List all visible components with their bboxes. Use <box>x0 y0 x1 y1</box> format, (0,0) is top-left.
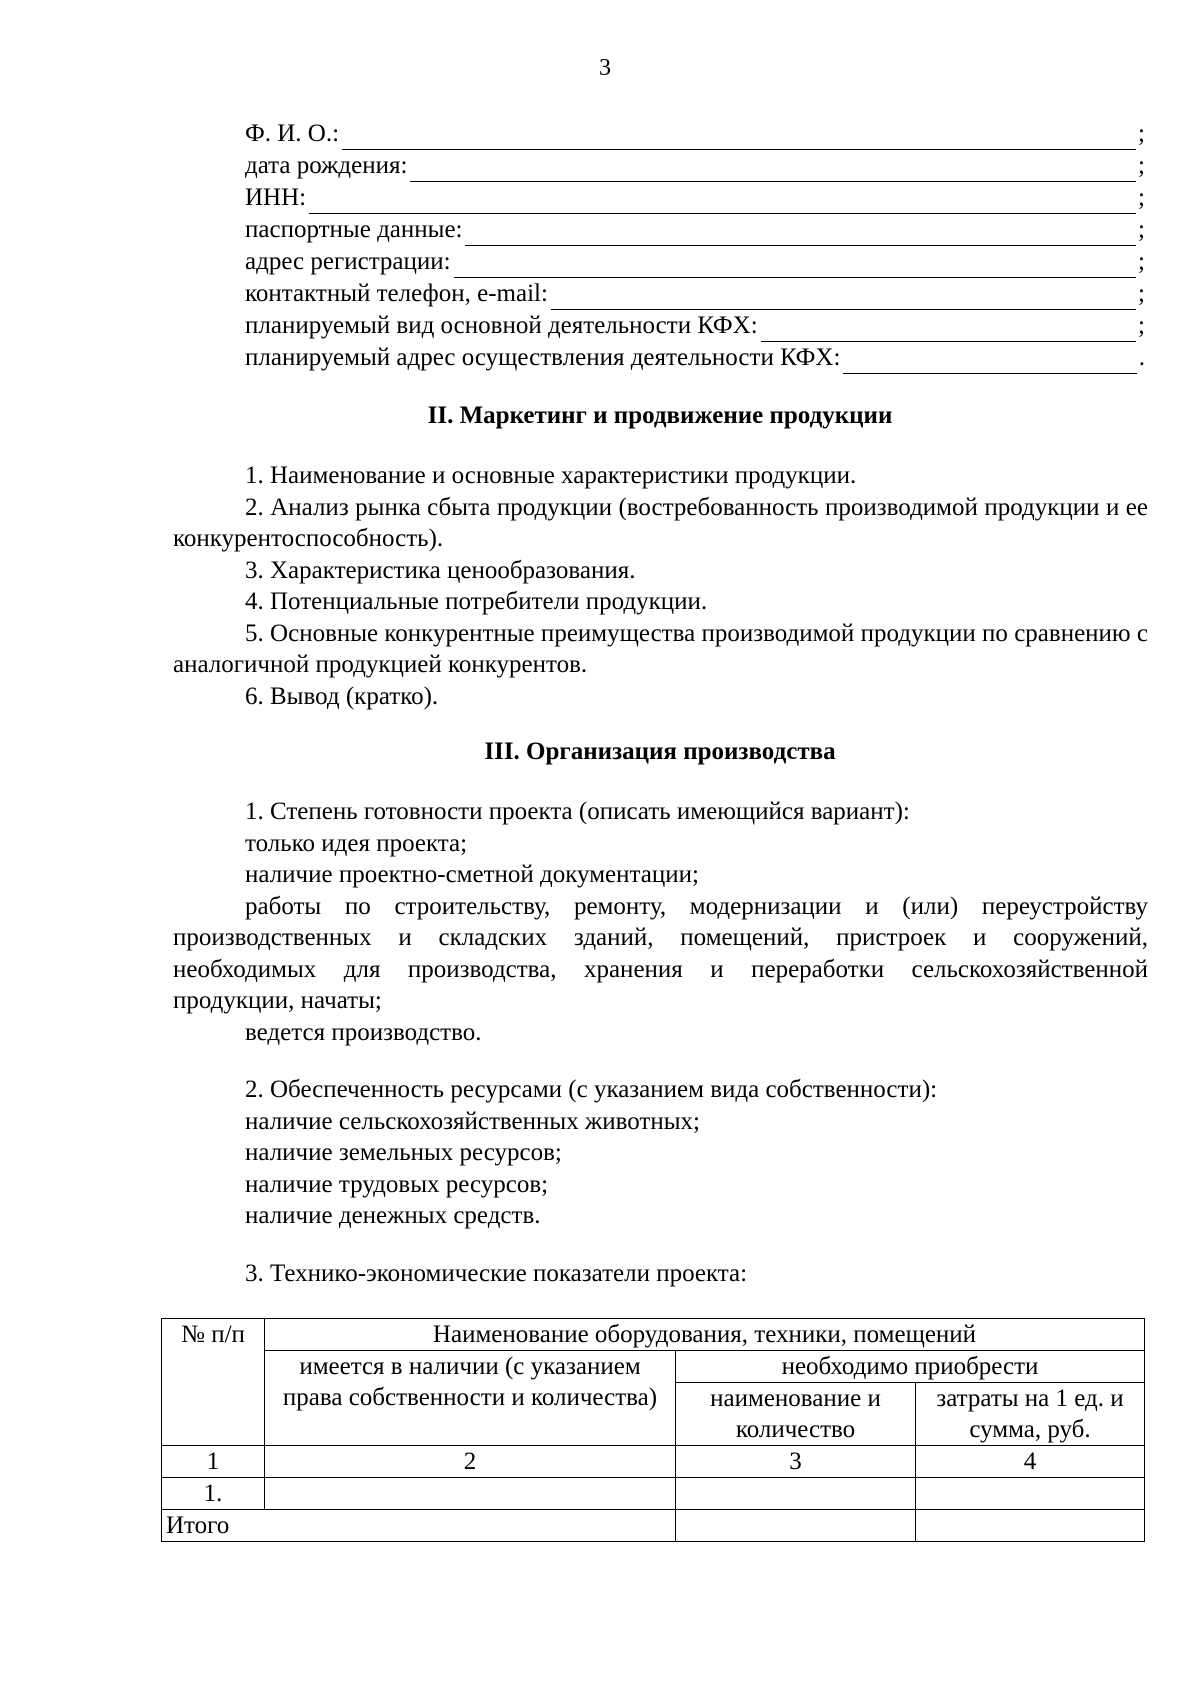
total-label: Итого <box>162 1510 676 1542</box>
blank-line[interactable] <box>342 126 1136 150</box>
table-cell[interactable] <box>916 1510 1145 1542</box>
field-fio: Ф. И. О.: ; <box>245 118 1145 150</box>
list-item: работы по строительству, ремонту, модернизации и (или) переустройству производственных и складских зданий, помещений, пристроек и сооружений, необходимых для производства, хранения и переработки сельскохозяйственной продукции, начаты; <box>173 892 1148 1014</box>
section-2-title: II. Маркетинг и продвижение продукции <box>427 402 893 429</box>
page-number: 3 <box>599 55 611 81</box>
field-registration-address: адрес регистрации: ; <box>245 246 1145 278</box>
field-label: дата рождения: <box>245 152 408 179</box>
need-cost-header: затраты на 1 ед. и сумма, руб. <box>916 1383 1145 1446</box>
need-name-header: наименование и количество <box>676 1383 916 1446</box>
list-item: 4. Потенциальные потребители продукции. <box>245 588 708 615</box>
list-item: только идея проекта; <box>245 829 468 857</box>
blank-line[interactable] <box>309 190 1136 214</box>
field-label: Ф. И. О.: <box>245 120 340 147</box>
list-item: наличие проектно-сметной документации; <box>245 861 699 888</box>
field-birth-date: дата рождения: ; <box>245 150 1145 182</box>
list-item: 6. Вывод (кратко). <box>245 682 439 710</box>
list-item: 5. Основные конкурентные преимущества производимой продукции по сравнению с аналогичной продукцией конкурентов. <box>173 619 1148 678</box>
section-3-body <box>173 796 1148 1289</box>
list-item: 2. Анализ рынка сбыта продукции (востребованность производимой продукции и ее конкурентоспособность). <box>173 493 1148 552</box>
need-group-header: необходимо приобрести <box>676 1351 1145 1383</box>
list-item: ведется производство. <box>245 1018 482 1046</box>
field-passport: паспортные данные: ; <box>245 214 1145 246</box>
field-activity-type: планируемый вид основной деятельности КФХ: ; <box>245 310 1145 342</box>
list-item: 1. Наименование и основные характеристики продукции. <box>245 462 857 489</box>
table-row: 1. <box>162 1478 1145 1510</box>
table-row: 1 2 3 4 <box>162 1446 1145 1478</box>
group-header: Наименование оборудования, техники, помещений <box>265 1319 1145 1351</box>
available-header: имеется в наличии (с указанием права собственности и количества) <box>265 1351 676 1446</box>
table-cell[interactable] <box>676 1478 916 1510</box>
col-number-header: № п/п <box>162 1319 265 1446</box>
field-label: контактный телефон, e-mail: <box>245 280 548 307</box>
table-cell[interactable] <box>676 1510 916 1542</box>
list-item: наличие трудовых ресурсов; <box>245 1170 549 1198</box>
list-item: наличие сельскохозяйственных животных; <box>245 1107 700 1135</box>
blank-line[interactable] <box>465 222 1136 246</box>
blank-line[interactable] <box>761 318 1136 342</box>
blank-line[interactable] <box>843 350 1136 374</box>
table-row-total <box>162 1510 1145 1542</box>
field-inn: ИНН: ; <box>245 182 1145 214</box>
field-label: ИНН: <box>245 184 307 211</box>
field-label: планируемый вид основной деятельности КФХ: <box>245 312 758 339</box>
field-label: планируемый адрес осуществления деятельности КФХ: <box>245 344 841 371</box>
section-2-body <box>173 460 1148 712</box>
list-item: наличие земельных ресурсов; <box>245 1139 562 1166</box>
field-label: паспортные данные: <box>245 216 463 243</box>
list-item: 3. Характеристика ценообразования. <box>245 556 636 584</box>
blank-line[interactable] <box>410 158 1136 182</box>
field-label: адрес регистрации: <box>245 248 451 275</box>
blank-line[interactable] <box>551 286 1136 310</box>
table-cell[interactable] <box>916 1478 1145 1510</box>
blank-line[interactable] <box>454 254 1136 278</box>
field-contacts: контактный телефон, e-mail: ; <box>245 278 1145 310</box>
table-cell[interactable] <box>265 1478 676 1510</box>
applicant-fields <box>245 118 1145 374</box>
indicators-table <box>161 1318 1145 1542</box>
indicators-heading: 3. Технико-экономические показатели проекта: <box>245 1259 748 1287</box>
list-item: наличие денежных средств. <box>245 1202 541 1229</box>
readiness-heading: 1. Степень готовности проекта (описать имеющийся вариант): <box>245 798 910 825</box>
resources-heading: 2. Обеспеченность ресурсами (с указанием вида собственности): <box>245 1076 938 1103</box>
field-activity-address: планируемый адрес осуществления деятельности КФХ: . <box>245 342 1145 374</box>
section-3-title: III. Организация производства <box>484 738 836 765</box>
